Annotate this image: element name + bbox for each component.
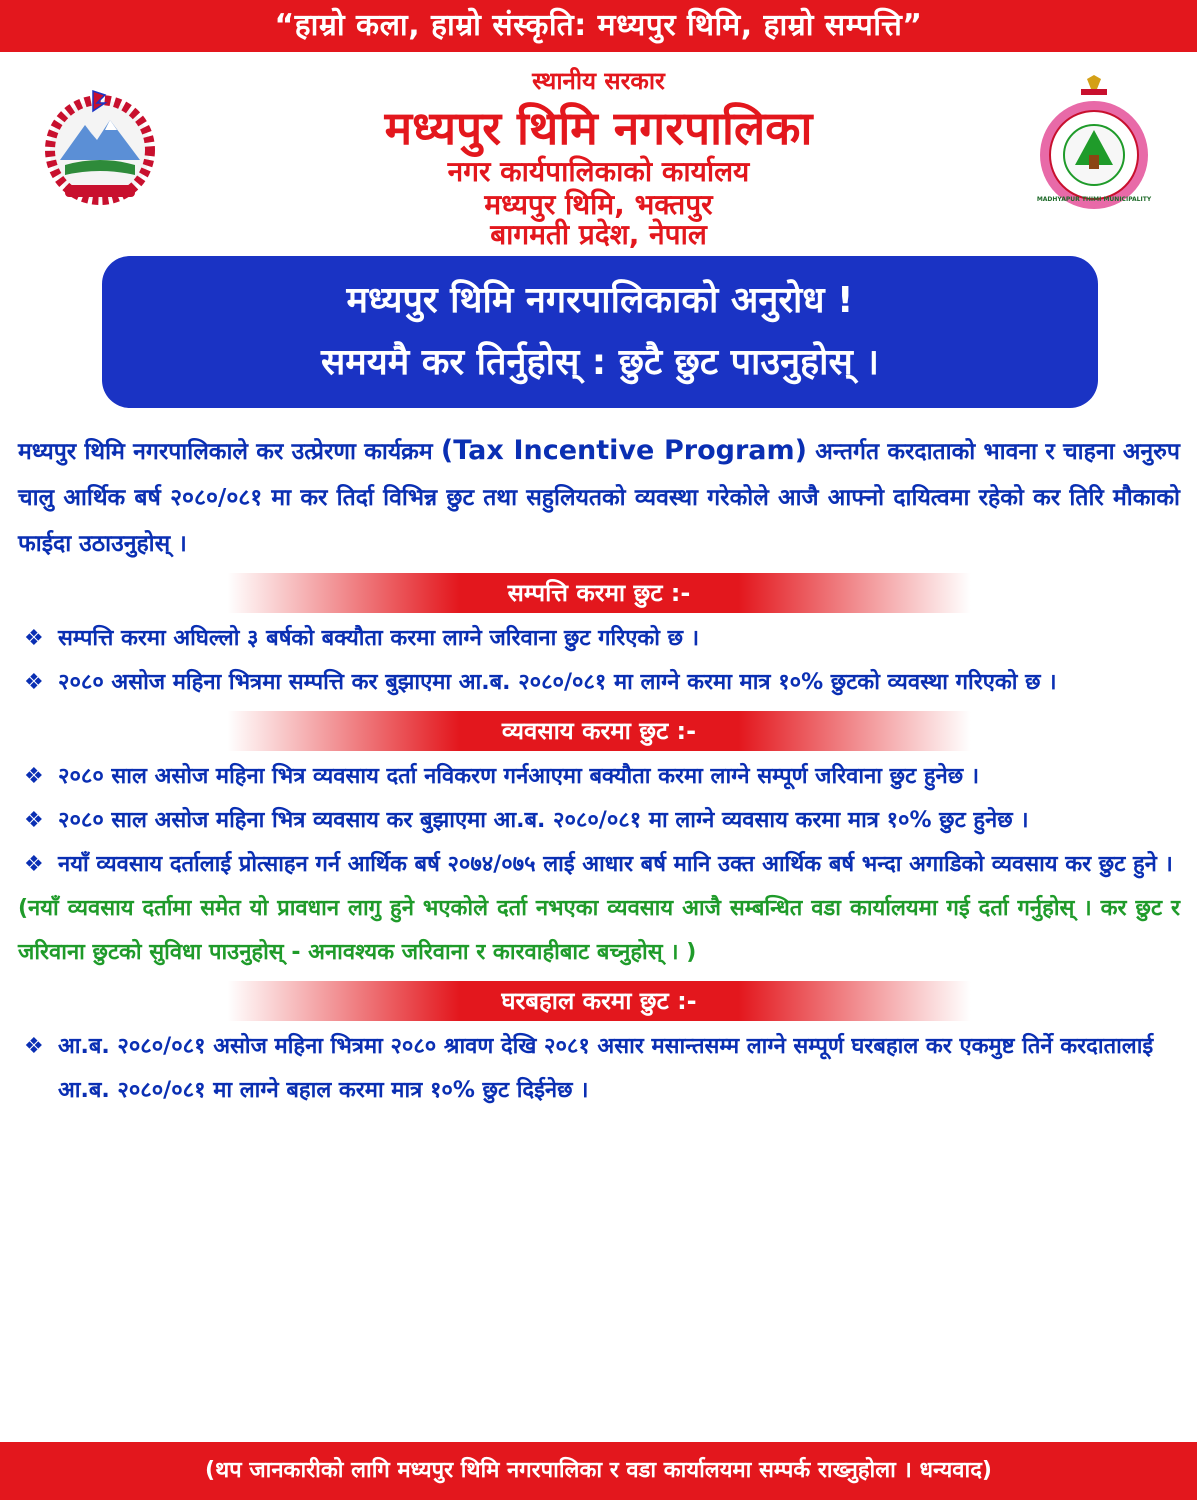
bullet-icon: ❖ (24, 670, 44, 695)
property-item (18, 661, 1180, 705)
municipality-header (0, 60, 1197, 251)
business-registration-note: (नयाँ व्यवसाय दर्तामा समेत यो प्रावधान लागु हुने भएकोले दर्ता नभएका व्यवसाय आजै सम्बन्धित वडा कार्यालयमा गई दर्ता गर्नुहोस् । कर छुट र जरिवाना छुटको सुविधा पाउनुहोस् - अनावश्यक जरिवाना र कारवाहीबाट बच्नुहोस् । ) (18, 896, 1180, 965)
contact-footer: (थप जानकारीको लागि मध्यपुर थिमि नगरपालिका र वडा कार्यालयमा सम्पर्क राख्नुहोला । धन्यवाद) (0, 1442, 1197, 1500)
bullet-icon: ❖ (24, 808, 44, 833)
property-tax-heading: सम्पत्ति करमा छुट :- (18, 573, 1180, 613)
property-item-text: २०८० असोज महिना भित्रमा सम्पत्ति कर बुझाएमा आ.ब. २०८०/०८१ मा लाग्ने करमा मात्र १०% छुटको व्यवस्था गरिएको छ । (58, 670, 1057, 695)
property-item (18, 617, 1180, 661)
province-country: बागमती प्रदेश, नेपाल (490, 218, 707, 251)
slogan-banner: “हाम्रो कला, हाम्रो संस्कृति: मध्यपुर थिमि, हाम्रो सम्पत्ति” (0, 0, 1197, 52)
property-item-text: सम्पत्ति करमा अघिल्लो ३ बर्षको बक्यौता करमा लाग्ने जरिवाना छुट गरिएको छ । (58, 626, 700, 651)
business-tax-heading: व्यवसाय करमा छुट :- (18, 711, 1180, 751)
office-location: मध्यपुर थिमि, भक्तपुर (484, 188, 713, 221)
rent-item (18, 1025, 1180, 1113)
bullet-icon: ❖ (24, 764, 44, 789)
rent-item-text: आ.ब. २०८०/०८१ असोज महिना भित्रमा २०८० श्रावण देखि २०८१ असार मसान्तसम्म लाग्ने सम्पूर्ण घरबहाल कर एकमुष्ट तिर्ने करदातालाई आ.ब. २०८०/०८१ मा लाग्ने बहाल करमा मात्र १०% छुट दिईनेछ । (58, 1034, 1154, 1103)
bullet-icon: ❖ (24, 852, 44, 877)
appeal-subtitle: समयमै कर तिर्नुहोस् : छुटै छुट पाउनुहोस् । (320, 342, 880, 383)
intro-text-2: अन्तर्गत करदाताको भावना र चाहना अनुरुप चालु आर्थिक बर्ष २०८०/०८१ मा कर तिर्दा विभिन्न छुट तथा सहुलियतको व्यवस्था गरेकोले आजै आफ्नो दायित्वमा रहेको कर तिरि मौकाको फाईदा उठाउनुहोस् । (18, 439, 1180, 557)
municipality-name: मध्यपुर थिमि नगरपालिका (384, 101, 813, 155)
bullet-icon: ❖ (24, 1034, 44, 1059)
bullet-icon: ❖ (24, 626, 44, 651)
business-item (18, 799, 1180, 843)
local-government-label: स्थानीय सरकार (532, 67, 665, 95)
business-item (18, 755, 1180, 799)
appeal-title: मध्यपुर थिमि नगरपालिकाको अनुरोध ! (346, 280, 854, 321)
intro-english-term: (Tax Incentive Program) (440, 435, 807, 466)
svg-text:MADHYAPUR THIMI MUNICIPALITY: MADHYAPUR THIMI MUNICIPALITY (1036, 196, 1152, 203)
intro-paragraph (18, 428, 1180, 567)
intro-text-1: मध्यपुर थिमि नगरपालिकाले कर उत्प्रेरणा कार्यक्रम (18, 439, 441, 465)
notice-body (18, 428, 1180, 1113)
business-item-text: २०८० साल असोज महिना भित्र व्यवसाय कर बुझाएमा आ.ब. २०८०/०८१ मा लाग्ने व्यवसाय करमा मात्र १०% छुट हुनेछ । (58, 808, 1029, 833)
business-item-text: २०८० साल असोज महिना भित्र व्यवसाय दर्ता नविकरण गर्नआएमा बक्यौता करमा लाग्ने सम्पूर्ण जरिवाना छुट हुनेछ । (58, 764, 980, 789)
business-item (18, 843, 1180, 887)
rent-tax-heading: घरबहाल करमा छुट :- (18, 981, 1180, 1021)
office-name: नगर कार्यपालिकाको कार्यालय (447, 155, 750, 188)
appeal-box (102, 256, 1098, 408)
business-item-text: नयाँ व्यवसाय दर्तालाई प्रोत्साहन गर्न आर्थिक बर्ष २०७४/०७५ लाई आधार बर्ष मानि उक्त आर्थिक बर्ष भन्दा अगाडिको व्यवसाय कर छुट हुने । (58, 852, 1173, 877)
municipality-logo-icon (1035, 75, 1153, 215)
